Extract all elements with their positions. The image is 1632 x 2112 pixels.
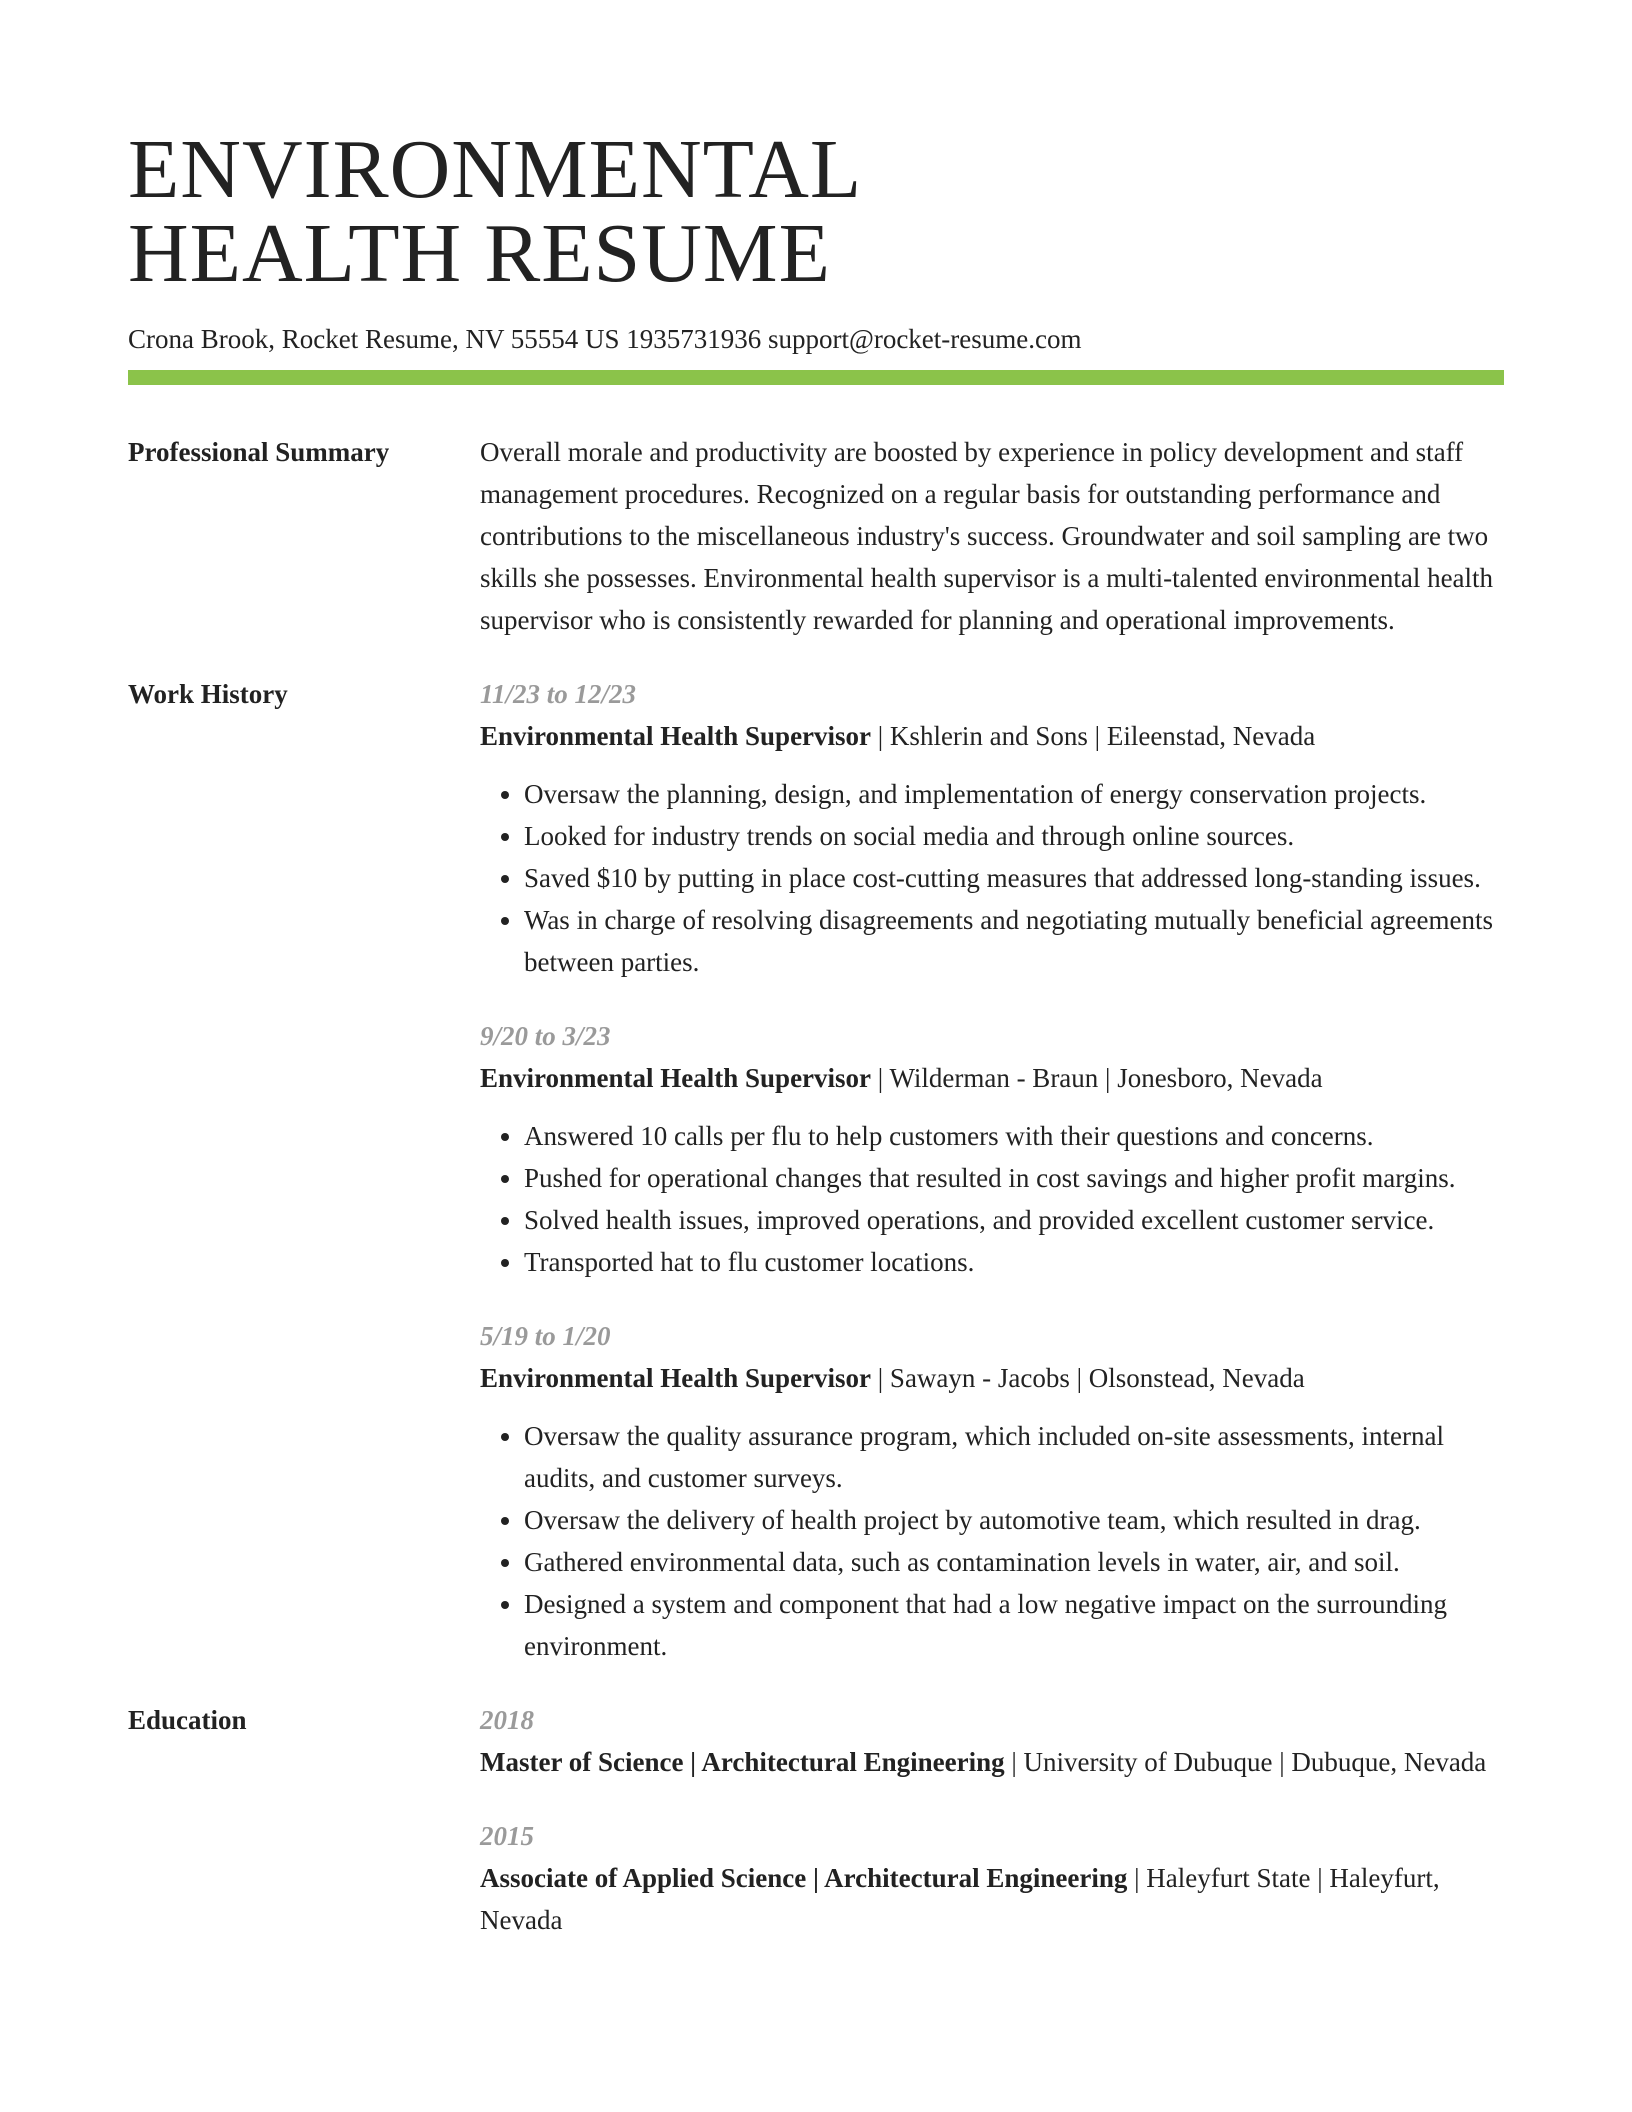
job-entry (480, 1315, 1504, 1667)
education-heading: Education (128, 1705, 247, 1735)
resume-title-line-1: ENVIRONMENTAL (128, 123, 863, 216)
resume-title-line-2: HEALTH RESUME (128, 207, 831, 300)
job-bullets (480, 773, 1504, 983)
summary-section (128, 431, 1504, 641)
job-heading (480, 715, 1504, 757)
job-bullet: • Was in charge of resolving disagreements and negotiating mutually beneficial agreements between parties. (524, 899, 1504, 983)
job-entry (480, 673, 1504, 983)
education-date: 2015 (480, 1821, 534, 1851)
job-bullet: • Oversaw the quality assurance program, which included on-site assessments, internal audits, and customer surveys. (524, 1415, 1504, 1499)
job-bullet: • Looked for industry trends on social media and through online sources. (524, 815, 1504, 857)
education-entry (480, 1699, 1504, 1783)
education-degree: Master of Science | Architectural Engineering (480, 1747, 1005, 1777)
job-bullets (480, 1115, 1504, 1283)
job-bullet: • Gathered environmental data, such as contamination levels in water, air, and soil. (524, 1541, 1504, 1583)
job-heading (480, 1057, 1504, 1099)
work-history-section (128, 673, 1504, 1667)
job-bullet: • Designed a system and component that had a low negative impact on the surrounding environment. (524, 1583, 1504, 1667)
job-bullet: • Solved health issues, improved operations, and provided excellent customer service. (524, 1199, 1504, 1241)
job-bullet: • Pushed for operational changes that resulted in cost savings and higher profit margins. (524, 1157, 1504, 1199)
job-dates: 5/19 to 1/20 (480, 1321, 611, 1351)
job-company-location: | Sawayn - Jacobs | Olsonstead, Nevada (871, 1363, 1305, 1393)
work-history-list (480, 673, 1504, 1667)
work-history-heading: Work History (128, 679, 288, 709)
job-dates: 11/23 to 12/23 (480, 679, 637, 709)
job-bullet: • Oversaw the planning, design, and implementation of energy conservation projects. (524, 773, 1504, 815)
job-heading (480, 1357, 1504, 1399)
job-bullet: • Oversaw the delivery of health project by automotive team, which resulted in drag. (524, 1499, 1504, 1541)
summary-text: Overall morale and productivity are boosted by experience in policy development and staff management procedures. Recognized on a regular basis for outstanding performance and contributions to the miscellaneous industry's success. Groundwater and soil sampling are two skills she possesses. Environmental health supervisor is a multi-talented environmental health supervisor who is consistently rewarded for planning and operational improvements. (480, 437, 1494, 635)
resume-page (128, 123, 1504, 1941)
accent-divider (128, 370, 1504, 385)
education-degree: Associate of Applied Science | Architectural Engineering (480, 1863, 1128, 1893)
job-bullet: • Saved $10 by putting in place cost-cutting measures that addressed long-standing issues. (524, 857, 1504, 899)
job-title: Environmental Health Supervisor (480, 1063, 872, 1093)
job-dates: 9/20 to 3/23 (480, 1021, 611, 1051)
summary-heading: Professional Summary (128, 437, 390, 467)
education-section (128, 1699, 1504, 1941)
job-company-location: | Kshlerin and Sons | Eileenstad, Nevada (871, 721, 1316, 751)
contact-line: Crona Brook, Rocket Resume, NV 55554 US 1935731936 support@rocket-resume.com (128, 324, 1082, 354)
resume-title (128, 123, 1504, 300)
job-entry (480, 1015, 1504, 1283)
job-company-location: | Wilderman - Braun | Jonesboro, Nevada (871, 1063, 1323, 1093)
education-entry (480, 1815, 1504, 1941)
job-bullet: • Answered 10 calls per flu to help customers with their questions and concerns. (524, 1115, 1504, 1157)
education-heading-line (480, 1741, 1504, 1783)
job-title: Environmental Health Supervisor (480, 721, 872, 751)
job-bullet: • Transported hat to flu customer locations. (524, 1241, 1504, 1283)
education-school-location: | University of Dubuque | Dubuque, Nevada (1004, 1747, 1487, 1777)
job-title: Environmental Health Supervisor (480, 1363, 872, 1393)
education-heading-line (480, 1857, 1504, 1941)
education-list (480, 1699, 1504, 1941)
education-date: 2018 (480, 1705, 534, 1735)
education-school-location: | Haleyfurt State | Haleyfurt, Nevada (480, 1863, 1440, 1935)
job-bullets (480, 1415, 1504, 1667)
